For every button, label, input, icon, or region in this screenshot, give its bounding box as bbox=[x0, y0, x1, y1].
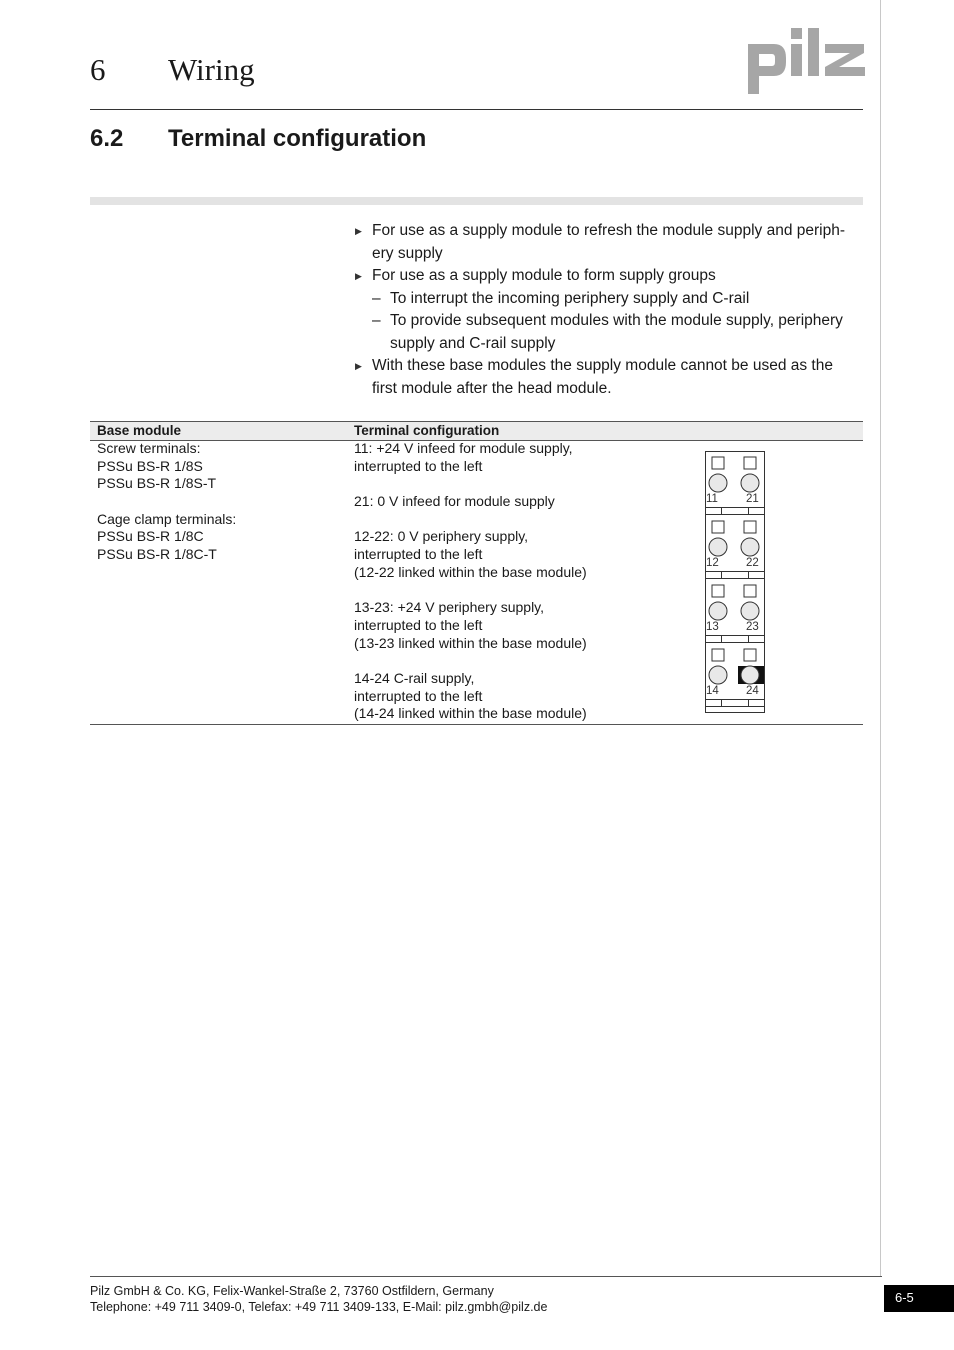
table-header-row bbox=[90, 422, 863, 441]
page-number: 6-5 bbox=[895, 1290, 914, 1305]
cell-line bbox=[354, 475, 587, 493]
terminal-13-clamp bbox=[712, 585, 724, 597]
list-item-line: first module after the head module. bbox=[372, 379, 612, 397]
table-header-base-module: Base module bbox=[97, 423, 182, 438]
pilz-logo bbox=[748, 28, 866, 94]
cell-line: (12-22 linked within the base module) bbox=[354, 563, 587, 580]
dash-item bbox=[354, 288, 866, 311]
terminal-13-screw bbox=[709, 602, 727, 620]
terminal-label: 23 bbox=[746, 621, 759, 633]
cell-line: PSSu BS-R 1/8S bbox=[97, 457, 203, 474]
terminal-label: 12 bbox=[706, 557, 719, 569]
terminal-23-screw bbox=[741, 602, 759, 620]
cell-line: PSSu BS-R 1/8C bbox=[97, 528, 204, 545]
section-divider-bar bbox=[90, 197, 863, 205]
cell-line: 11: +24 V infeed for module supply, bbox=[354, 440, 573, 456]
cell-line: interrupted to the left bbox=[354, 546, 483, 563]
chapter-title: Wiring bbox=[168, 52, 255, 87]
terminal-24-clamp bbox=[744, 649, 756, 661]
list-item-line: To provide subsequent modules with the module supply, periphery bbox=[390, 312, 843, 329]
section-title: Terminal configuration bbox=[168, 125, 427, 152]
page-number-badge bbox=[884, 1285, 954, 1312]
chapter-number: 6 bbox=[90, 52, 106, 87]
cell-line: 13-23: +24 V periphery supply, bbox=[354, 599, 545, 616]
bullet-item bbox=[354, 355, 866, 400]
list-item-line: ery supply bbox=[372, 244, 443, 262]
cell-line bbox=[97, 493, 236, 511]
table-header-terminal-configuration: Terminal configuration bbox=[354, 423, 500, 438]
base-module-cell bbox=[97, 440, 236, 564]
terminal-diagram bbox=[703, 451, 767, 713]
cell-line: interrupted to the left bbox=[354, 687, 483, 704]
terminal-12-clamp bbox=[712, 521, 724, 533]
terminal-label: 21 bbox=[746, 493, 759, 505]
terminal-11-clamp bbox=[712, 457, 724, 469]
footer bbox=[90, 1283, 547, 1315]
terminal-21-screw bbox=[741, 474, 759, 492]
list-item-line: To interrupt the incoming periphery supply and C-rail bbox=[390, 289, 750, 307]
table-bottom-rule bbox=[90, 724, 863, 725]
dash-marker: – bbox=[372, 289, 381, 307]
cell-line: 21: 0 V infeed for module supply bbox=[354, 493, 555, 510]
cell-line: interrupted to the left bbox=[354, 457, 483, 474]
dash-item bbox=[354, 310, 866, 355]
footer-contact: Telephone: +49 711 3409-0, Telefax: +49 711 3409-133, E-Mail: pilz.gmbh@pilz.de bbox=[90, 1300, 548, 1314]
cell-line bbox=[354, 511, 587, 529]
terminal-label: 13 bbox=[706, 621, 719, 633]
terminal-21-clamp bbox=[744, 457, 756, 469]
terminal-label: 11 bbox=[706, 493, 718, 505]
cell-line: Cage clamp terminals: bbox=[97, 510, 237, 527]
header-rule bbox=[90, 109, 863, 110]
cell-line bbox=[354, 582, 587, 600]
list-item-line: For use as a supply module to refresh the module supply and periph- bbox=[372, 222, 846, 239]
list-item-line: supply and C-rail supply bbox=[390, 334, 556, 352]
cell-line: (14-24 linked within the base module) bbox=[354, 705, 587, 722]
terminal-22-screw bbox=[741, 538, 759, 556]
list-item-line: For use as a supply module to form supply groups bbox=[372, 267, 716, 284]
terminal-24-screw bbox=[741, 666, 759, 684]
cell-line: interrupted to the left bbox=[354, 616, 483, 633]
terminal-23-clamp bbox=[744, 585, 756, 597]
terminal-14-screw bbox=[709, 666, 727, 684]
footer-address: Pilz GmbH & Co. KG, Felix-Wankel-Straße 2, 73760 Ostfildern, Germany bbox=[90, 1284, 494, 1298]
list-item-line: With these base modules the supply module cannot be used as the bbox=[372, 357, 833, 374]
terminal-14-clamp bbox=[712, 649, 724, 661]
right-margin-rule bbox=[880, 0, 881, 1276]
terminal-label: 24 bbox=[746, 685, 759, 697]
terminal-22-clamp bbox=[744, 521, 756, 533]
terminal-configuration-cell bbox=[354, 440, 587, 723]
cell-line: PSSu BS-R 1/8C-T bbox=[97, 546, 217, 563]
intro-list bbox=[354, 220, 866, 400]
footer-rule bbox=[90, 1276, 882, 1277]
cell-line: (13-23 linked within the base module) bbox=[354, 634, 587, 651]
terminal-12-screw bbox=[709, 538, 727, 556]
bullet-item bbox=[354, 265, 866, 288]
bullet-arrow-icon: ▶ bbox=[355, 361, 362, 371]
cell-line: 14-24 C-rail supply, bbox=[354, 669, 475, 686]
bullet-arrow-icon: ▶ bbox=[355, 271, 362, 281]
bullet-item bbox=[354, 220, 866, 265]
section-number: 6.2 bbox=[90, 125, 124, 152]
dash-marker: – bbox=[372, 312, 381, 329]
cell-line: Screw terminals: bbox=[97, 440, 201, 456]
cell-line: 12-22: 0 V periphery supply, bbox=[354, 528, 529, 545]
terminal-label: 14 bbox=[706, 685, 719, 697]
terminal-label: 22 bbox=[746, 557, 759, 569]
cell-line bbox=[354, 652, 587, 670]
terminal-11-screw bbox=[709, 474, 727, 492]
cell-line: PSSu BS-R 1/8S-T bbox=[97, 475, 217, 492]
bullet-arrow-icon: ▶ bbox=[355, 226, 362, 236]
